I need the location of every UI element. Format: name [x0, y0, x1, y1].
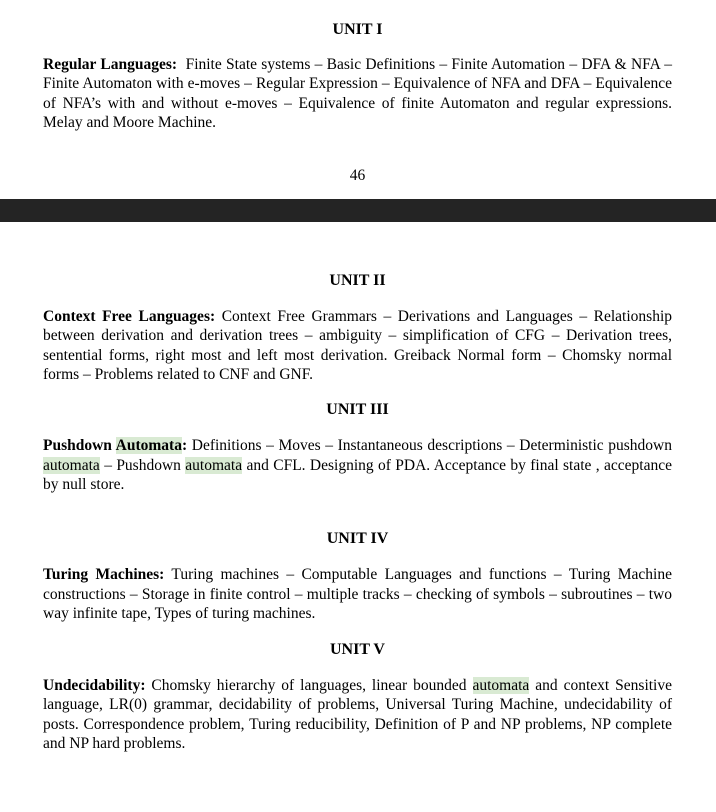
- unit-sections: [0, 271, 716, 753]
- text-run: Turing machines – Computable Languages and functions – Turing Machine constructions – Storage in finite control – multiple tracks – checking of symbols – subroutines – two way infinite tape, Types of turing machines.: [43, 566, 672, 622]
- unit-section: [43, 271, 672, 384]
- text-run: – Pushdown: [99, 456, 186, 474]
- text-run: Undecidability:: [43, 677, 146, 695]
- text-run: and CFL. Designing of PDA. Acceptance by final state , acceptance by null store.: [43, 456, 672, 493]
- text-run: Definitions – Moves – Instantaneous descriptions – Deterministic pushdown: [187, 437, 672, 455]
- text-run: Finite State systems – Basic Definitions – Finite Automation – DFA & NFA – Finite Automaton with e-moves – Regular Expression – Equivalence of NFA and DFA – Equivalence of NFA’s with and without e-moves – Equivalence of finite Automaton and regular expressions. Melay and Moore Machine.: [43, 56, 672, 131]
- unit-section: [43, 400, 672, 494]
- document-page-top: [0, 20, 716, 185]
- unit-paragraph: [43, 565, 672, 623]
- unit-heading: UNIT III: [326, 401, 389, 419]
- unit-paragraph: [43, 436, 672, 494]
- unit-paragraph: [43, 55, 672, 132]
- text-run: Context Free Languages:: [43, 308, 216, 326]
- text-run: Pushdown: [43, 437, 116, 455]
- search-highlight: automata: [185, 456, 243, 474]
- page-break-bar: [0, 199, 716, 222]
- text-run: Context Free Grammars – Derivations and Languages – Relationship between derivation and derivation trees – ambiguity – simplification of CFG – Derivation trees, sentential forms, right most and left most derivation. Greiback Normal form – Chomsky normal forms – Problems related to CNF and GNF.: [43, 308, 672, 384]
- unit-heading: UNIT IV: [326, 530, 389, 548]
- search-highlight: automata: [43, 456, 100, 474]
- search-highlight: Automata: [115, 437, 182, 455]
- unit-paragraph: [43, 676, 672, 753]
- unit-section: [43, 640, 672, 753]
- text-run: Chomsky hierarchy of languages, linear bounded: [145, 677, 473, 695]
- unit-paragraph: [43, 307, 672, 384]
- text-run: Regular Languages:: [43, 56, 178, 73]
- unit-heading: UNIT II: [329, 272, 386, 290]
- document-page-bottom: [0, 271, 716, 753]
- page-number: 46: [349, 167, 366, 185]
- unit-section: [43, 529, 672, 623]
- text-run: and context Sensitive language, LR(0) grammar, decidability of problems, Universal Turing Machine, undecidability of posts. Correspondence problem, Turing reducibility, Definition of P and NP problems, NP complete and NP hard problems.: [43, 677, 672, 753]
- text-run: Turing Machines:: [43, 566, 165, 584]
- unit-heading: UNIT V: [330, 641, 385, 659]
- text-run: :: [181, 437, 188, 455]
- unit-heading: UNIT I: [332, 21, 383, 38]
- search-highlight: automata: [472, 677, 530, 695]
